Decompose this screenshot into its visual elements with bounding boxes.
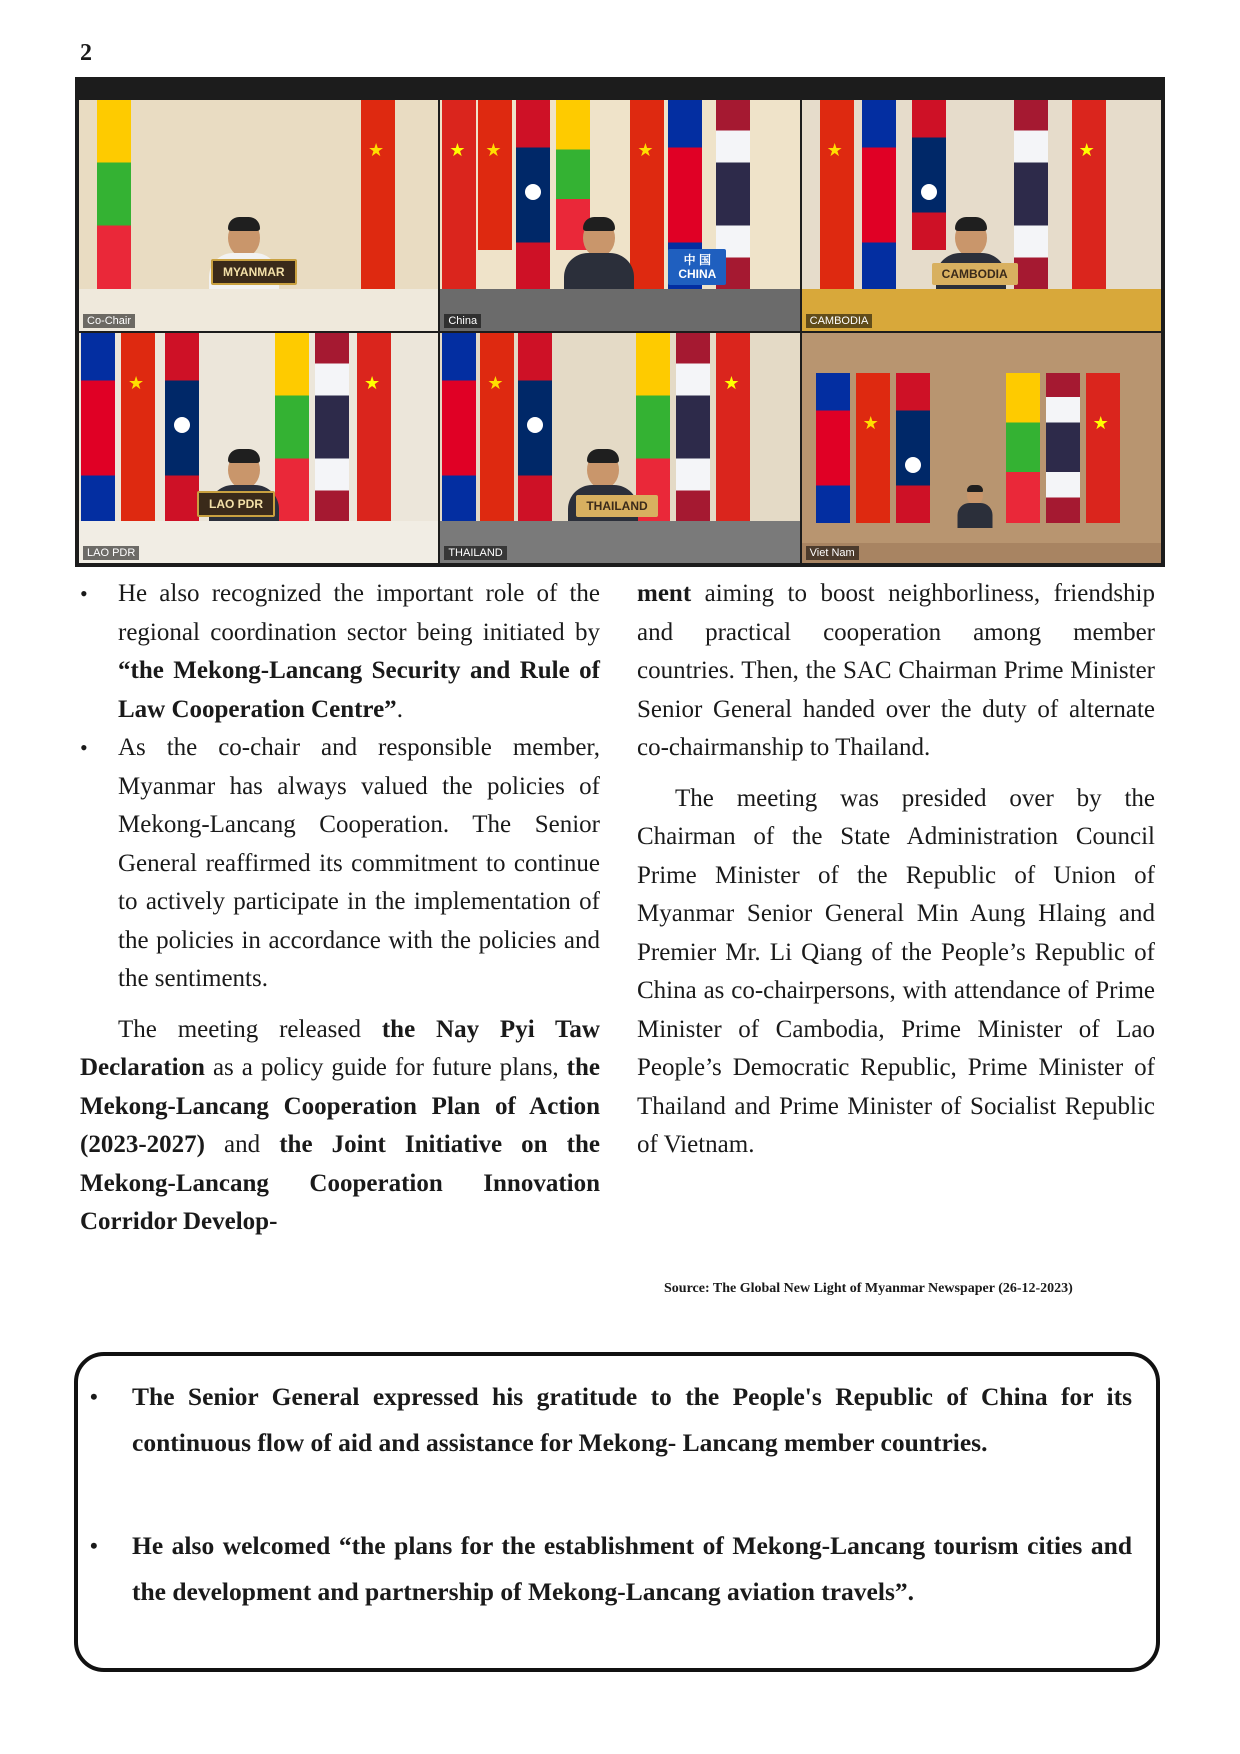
bullet-coordination-sector: • He also recognized the important role of the regional coordination sector being initiated by “the Mekong-Lancang Security and Rule of Law Cooperation Centre”. <box>80 575 600 729</box>
video-tile-cambodia <box>802 100 1161 331</box>
delegate-figure <box>957 486 992 521</box>
paragraph-continuation: ment aiming to boost neighborliness, friendship and practical cooperation among member countries. Then, the SAC Chairman Prime Minister Senior General handed over the duty of alternate co-chairmanship to Thailand. <box>637 580 1155 761</box>
paragraph-presided: The meeting was presided over by the Chairman of the State Administration Council Prime Minister of the Republic of Union of Myanmar Senior General Min Aung Hlaing and Premier Mr. Li Qiang of the People’s Republic of China as co-chairpersons, with attendance of Prime Minister of Cambodia, Prime Minister of Lao People’s Democratic Republic, Prime Minister of Thailand and Prime Minister of Socialist Republic of Vietnam. <box>637 784 1155 1158</box>
tile-label: LAO PDR <box>83 546 139 560</box>
tile-label: Viet Nam <box>806 546 859 560</box>
page-number: 2 <box>80 40 92 66</box>
tile-label: CAMBODIA <box>806 314 873 328</box>
video-tile-china <box>440 100 799 331</box>
right-column <box>637 575 1155 1165</box>
nameplate: 中 国 CHINA <box>668 249 726 285</box>
source-credit: Source: The Global New Light of Myanmar Newspaper (26-12-2023) <box>664 1281 1073 1296</box>
bullet-co-chair: • As the co-chair and responsible member, Myanmar has always valued the policies of Mekong-Lancang Cooperation. The Senior General reaffirmed its commitment to continue to actively participate in the implementation of the policies in accordance with the policies and the sentiments. <box>80 729 600 999</box>
nameplate: CAMBODIA <box>932 263 1018 285</box>
nameplate: THAILAND <box>576 495 657 517</box>
nameplate: LAO PDR <box>197 491 275 517</box>
video-tile-lao <box>79 333 438 564</box>
highlight-box <box>74 1352 1160 1672</box>
left-column <box>80 575 600 1242</box>
tile-label: THAILAND <box>444 546 506 560</box>
meeting-photo <box>75 77 1165 567</box>
video-tile-vietnam <box>802 333 1161 564</box>
tile-label: Co-Chair <box>83 314 135 328</box>
tile-label: China <box>444 314 481 328</box>
callout-item-welcomed: • He also welcomed “the plans for the establishment of Mekong-Lancang tourism cities and the development and partnership of Mekong-Lancang aviation travels”. <box>132 1523 1132 1614</box>
delegate-figure <box>564 219 634 289</box>
nameplate: MYANMAR <box>211 259 297 285</box>
video-tile-thailand <box>440 333 799 564</box>
paragraph-declaration: The meeting released the Nay Pyi Taw Declaration as a policy guide for future plans, the Mekong-Lancang Cooperation Plan of Action (2023-2027) and the Joint Initiative on the Mekong-Lancang Cooperation Innovation Corridor Develop- <box>80 1015 600 1235</box>
video-tile-myanmar <box>79 100 438 331</box>
callout-item-gratitude: • The Senior General expressed his gratitude to the People's Republic of China for its continuous flow of aid and assistance for Mekong- Lancang member countries. <box>132 1374 1132 1465</box>
